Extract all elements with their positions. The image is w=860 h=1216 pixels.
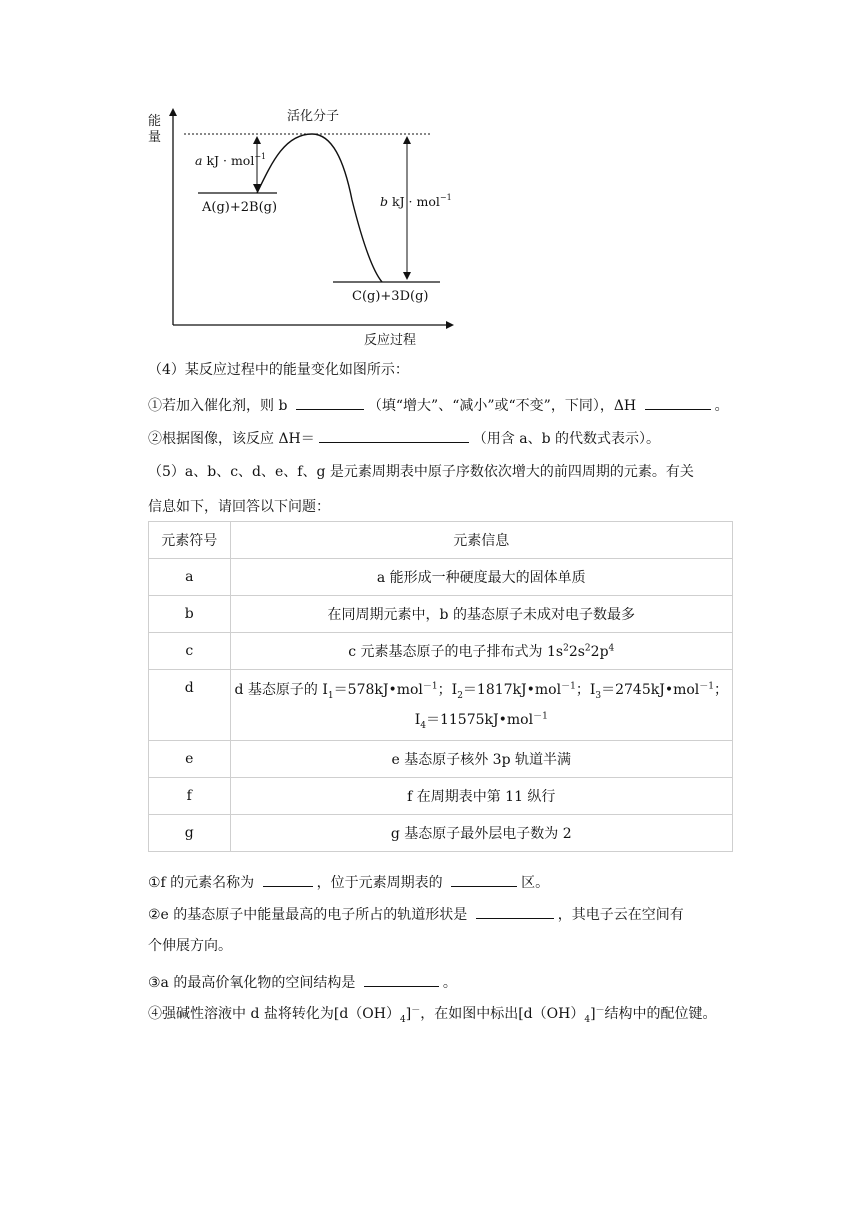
q5-intro-2: 信息如下，请回答以下问题： (148, 499, 330, 515)
table-row (149, 559, 733, 596)
cell-symbol: f (149, 778, 231, 815)
c-sup-3: 4 (608, 643, 615, 654)
q4-part1-text-b: （填“增大”、“减小”或“不变”，下同），ΔH (367, 398, 641, 414)
question-1 (148, 872, 549, 892)
table-header-row (149, 522, 733, 559)
c-info-2p: 2p (590, 644, 609, 660)
q4-sub-1: 4 (399, 1014, 406, 1025)
d-val-2: ＝1817kJ•mol (462, 682, 562, 698)
cell-symbol: g (149, 815, 231, 852)
question-3 (148, 972, 457, 992)
q1-text-a: ①f 的元素名称为 (148, 875, 259, 891)
q4-blank-b[interactable] (296, 395, 364, 410)
q4-text-d: 结构中的配位键。 (604, 1006, 717, 1022)
q1-blank-name[interactable] (263, 872, 313, 887)
table-row (149, 815, 733, 852)
cell-info: 在同周期元素中，b 的基态原子未成对电子数最多 (230, 596, 732, 633)
cell-symbol: e (149, 741, 231, 778)
d-exp-4: －1 (533, 711, 548, 722)
header-info: 元素信息 (230, 522, 732, 559)
d-end-3: ； (714, 682, 728, 698)
q2-text-b: ，其电子云在空间有 (557, 907, 684, 923)
table-row (149, 741, 733, 778)
cell-info (230, 633, 732, 670)
table-row (149, 633, 733, 670)
q4-text-b: ，在如图中标出[d（OH） (420, 1006, 585, 1022)
c-sup-1: 2 (563, 643, 569, 654)
header-symbol: 元素符号 (149, 522, 231, 559)
q4-exp-1: － (411, 1005, 421, 1016)
q4-part2-text-b: （用含 a、b 的代数式表示）。 (472, 431, 660, 447)
d-text-3: ；I (575, 682, 596, 698)
cell-symbol: d (149, 670, 231, 741)
q4-part1 (148, 395, 729, 415)
table-row (149, 778, 733, 815)
cell-info: a 能形成一种硬度最大的固体单质 (230, 559, 732, 596)
reactants-label: A(g)+2B(g) (202, 200, 278, 215)
q2-text-a: ②e 的基态原子中能量最高的电子所占的轨道形状是 (148, 907, 472, 923)
q2-blank-shape[interactable] (476, 904, 554, 919)
cell-info: f 在周期表中第 11 纵行 (230, 778, 732, 815)
d-exp-2: －1 (561, 681, 576, 692)
q1-blank-block[interactable] (451, 872, 517, 887)
c-info-text: c 元素基态原子的电子排布式为 1s (348, 644, 564, 660)
table-row (149, 596, 733, 633)
d-info-line-2 (235, 705, 728, 735)
cell-symbol: c (149, 633, 231, 670)
q4-part1-text-c: 。 (714, 398, 729, 414)
d-val-1: ＝578kJ•mol (333, 682, 423, 698)
c-info-2s: 2s (568, 644, 585, 660)
d-info-line-1 (235, 675, 728, 705)
q3-text-a: ③a 的最高价氧化物的空间结构是 (148, 975, 360, 991)
a-energy-label: a kJ · mol$^{-1}$ (195, 152, 267, 168)
q3-blank-structure[interactable] (364, 972, 439, 987)
d-exp-1: －1 (422, 681, 438, 692)
q4-part2 (148, 428, 660, 448)
cell-info (230, 670, 732, 741)
d-val-4: ＝11575kJ•mol (425, 712, 534, 728)
q1-text-b: ，位于元素周期表的 (316, 875, 448, 891)
question-2 (148, 904, 684, 924)
energy-diagram (140, 100, 470, 350)
q4-text-a: ④强碱性溶液中 d 盐将转化为[d（OH） (148, 1006, 400, 1022)
cell-symbol: a (149, 559, 231, 596)
d-text-2: ；I (437, 682, 458, 698)
d-sub-2: 2 (457, 690, 463, 701)
energy-diagram-svg (140, 100, 470, 350)
q4-part2-text-a: ②根据图像，该反应 ΔH＝ (148, 431, 315, 447)
b-energy-label: b kJ · mol$^{-1}$ (380, 193, 452, 209)
q4-bracket-2: ] (590, 1006, 596, 1022)
q4-blank-dh[interactable] (645, 395, 711, 410)
d-exp-3: －1 (699, 681, 714, 692)
cell-info: e 基态原子核外 3p 轨道半满 (230, 741, 732, 778)
d-sub-4: 4 (420, 720, 426, 731)
c-sup-2: 2 (584, 643, 591, 654)
q5-intro-1: （5）a、b、c、d、e、f、g 是元素周期表中原子序数依次增大的前四周期的元素。有关 (148, 464, 694, 480)
question-4 (148, 1005, 717, 1023)
q4-part1-text-a: ①若加入催化剂，则 b (148, 398, 292, 414)
q1-text-c: 区。 (521, 875, 550, 891)
d-sub-1: 1 (327, 690, 334, 701)
d-val-3: ＝2745kJ•mol (601, 682, 700, 698)
element-info-table (148, 521, 733, 852)
y-axis-label: 能 (148, 114, 162, 129)
peak-label: 活化分子 (287, 109, 340, 124)
q4-blank-expr[interactable] (319, 428, 469, 443)
q4-bracket-1: ] (405, 1006, 412, 1022)
x-axis-label: 反应过程 (364, 333, 417, 348)
cell-symbol: b (149, 596, 231, 633)
d-text-4: I (414, 712, 421, 728)
q4-intro: （4）某反应过程中的能量变化如图所示： (148, 362, 409, 378)
table-row (149, 670, 733, 741)
cell-info: g 基态原子最外层电子数为 2 (230, 815, 732, 852)
question-2-cont: 个伸展方向。 (148, 938, 232, 954)
y-axis-label-2: 量 (148, 130, 162, 145)
q4-exp-2: － (595, 1005, 605, 1016)
q4-sub-2: 4 (584, 1014, 591, 1025)
products-label: C(g)+3D(g) (352, 289, 429, 304)
q3-text-b: 。 (442, 975, 457, 991)
d-text-1: d 基态原子的 I (234, 682, 328, 698)
d-sub-3: 3 (595, 690, 602, 701)
